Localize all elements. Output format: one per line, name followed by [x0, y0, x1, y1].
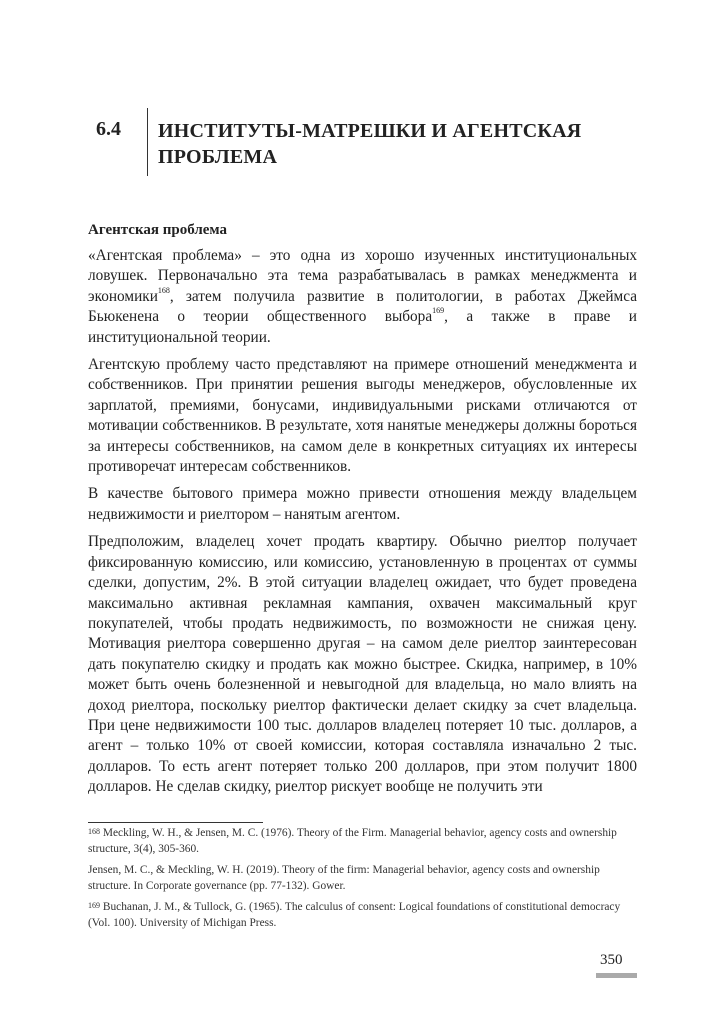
paragraph-2: Агентскую проблему часто представляют на примере отношений менеджмента и собственников. При принятии решения выгоды менеджеров, обусловленные их зарплатой, премиями, бонусами, индивидуальными рисками отличаются от мотивации собственников. В результате, хотя нанятые менеджеры должны бороться за интересы собственников, на самом деле в конкретных ситуациях их интересы противоречат интересам собственников.: [88, 356, 637, 476]
subheading: Агентская проблема: [88, 222, 228, 238]
section-heading: [96, 108, 656, 176]
page-number: 350: [600, 952, 623, 968]
footnote-separator: [88, 822, 263, 823]
main-text: [88, 221, 637, 805]
footnote-text: Jensen, M. C., & Meckling, W. H. (2019). Theory of the firm: Managerial behavior, agency costs and ownership structure. In Corporate governance (pp. 77-132). Gower.: [88, 864, 600, 892]
paragraph-1-part-2: , затем получила развитие в политологии, в работах Джеймса Бьюкенена о теории общественного выбора: [88, 287, 637, 326]
heading-divider: [147, 108, 148, 176]
footnote-169: [88, 900, 640, 931]
footnote-mark: 169: [88, 901, 100, 910]
section-title-line-1: ИНСТИТУТЫ-МАТРЕШКИ И АГЕНТСКАЯ: [158, 120, 582, 142]
paragraph-1: [88, 246, 637, 348]
section-number: 6.4: [96, 118, 121, 140]
paragraph-1-part-3: , а также в праве и институциональной теории.: [88, 308, 637, 346]
paragraph-1-part-1: «Агентская проблема» – это одна из хорошо изученных институциональных ловушек. Первоначально эта тема разрабатывалась в рамках менеджмента и экономики: [88, 247, 637, 305]
footnote-ref-169[interactable]: 169: [432, 306, 445, 316]
footnote-ref-168[interactable]: 168: [157, 285, 170, 295]
page-number-bar: [596, 973, 637, 978]
section-title: [158, 118, 581, 170]
footnote-168-continued: [88, 863, 640, 894]
footnote-text: Meckling, W. H., & Jensen, M. C. (1976). Theory of the Firm. Managerial behavior, agency costs and ownership structure, 3(4), 305-360.: [88, 827, 617, 855]
footnote-mark: 168: [88, 827, 100, 836]
paragraph-3: В качестве бытового примера можно привести отношения между владельцем недвижимости и риелтором – нанятым агентом.: [88, 485, 637, 523]
footnotes: [88, 826, 640, 937]
footnote-168: [88, 826, 640, 857]
section-title-line-2: ПРОБЛЕМА: [158, 146, 278, 168]
paragraph-4: Предположим, владелец хочет продать квартиру. Обычно риелтор получает фиксированную комиссию, или комиссию, установленную в процентах от суммы сделки, допустим, 2%. В этой ситуации владелец ожидает, что будет проведена максимально активная рекламная кампания, охвачен максимальный круг покупателей, чтобы продать недвижимость, по возможности не снижая цену. Мотивация риелтора совершенно другая – на самом деле риелтор заинтересован дать покупателю скидку и продать как можно быстрее. Скидка, например, в 10% может быть очень болезненной и невыгодной для владельца, но мало влиять на доход риелтора, поскольку риелтор фактически делает скидку за счет владельца. При цене недвижимости 100 тыс. долларов владелец потеряет 10 тыс. долларов, а агент – только 10% от своей комиссии, которая составляла изначально 2 тыс. долларов. То есть агент потеряет только 200 долларов, при этом получит 1800 долларов. Не сделав скидку, риелтор рискует вообще не получить эти: [88, 533, 637, 796]
footnote-text: Buchanan, J. M., & Tullock, G. (1965). The calculus of consent: Logical foundations of constitutional democracy (Vol. 100). University of Michigan Press.: [88, 901, 621, 929]
